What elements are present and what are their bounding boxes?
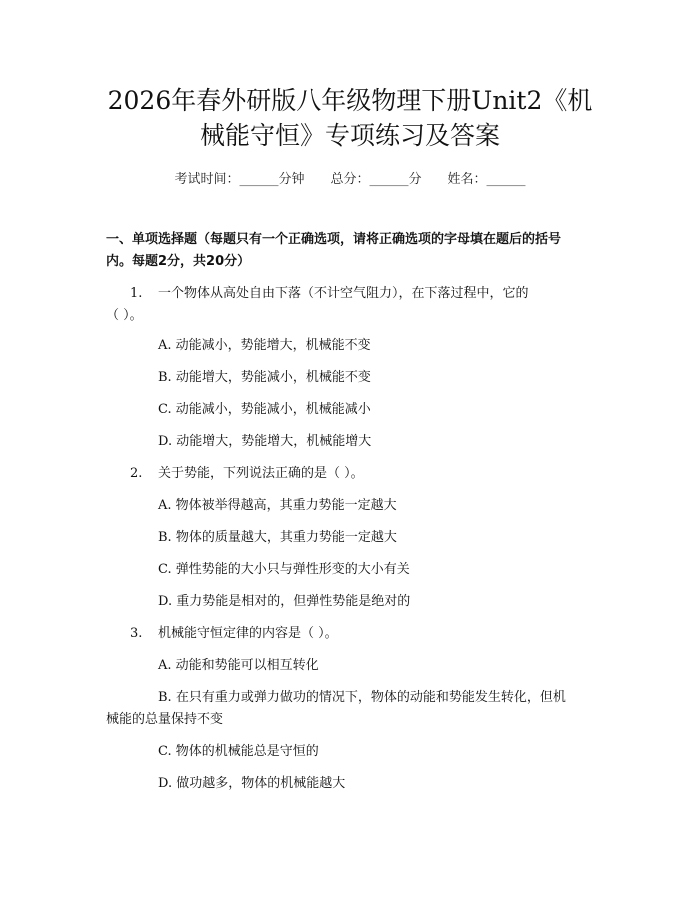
- question-number: 2.: [130, 466, 143, 481]
- question-text: 机械能守恒定律的内容是（ ）。: [158, 626, 338, 641]
- question-2-option-d: D. 重力势能是相对的，但弹性势能是绝对的: [158, 594, 411, 609]
- question-1-option-c: C. 动能减小，势能减小，机械能减小: [158, 402, 371, 417]
- question-number: 1.: [130, 286, 143, 301]
- question-1-option-b: B. 动能增大，势能减小，机械能不变: [158, 370, 371, 385]
- section-heading-line-2: 内。每题2分，共20分）: [106, 254, 251, 269]
- question-2-option-a: A. 物体被举得越高，其重力势能一定越大: [158, 498, 397, 513]
- question-1-continuation: （ ）。: [106, 308, 143, 323]
- question-1-option-d: D. 动能增大，势能增大，机械能增大: [158, 434, 372, 449]
- question-3-option-d: D. 做功越多，物体的机械能越大: [158, 776, 346, 791]
- question-2: [130, 462, 364, 481]
- total-score-label: 总分：______分: [330, 172, 422, 187]
- question-2-option-b: B. 物体的质量越大，其重力势能一定越大: [158, 530, 397, 545]
- question-text: 关于势能，下列说法正确的是（ ）。: [158, 466, 364, 481]
- exam-meta: [0, 168, 700, 187]
- document-title-line-2: 械能守恒》专项练习及答案: [199, 121, 500, 150]
- question-3-option-b-continuation: 械能的总量保持不变: [106, 712, 224, 727]
- question-2-option-c: C. 弹性势能的大小只与弹性形变的大小有关: [158, 562, 410, 577]
- question-3-option-a: A. 动能和势能可以相互转化: [158, 658, 319, 673]
- student-name-label: 姓名：______: [447, 172, 526, 187]
- question-1: [130, 282, 529, 301]
- question-3-option-c: C. 物体的机械能总是守恒的: [158, 744, 319, 759]
- question-number: 3.: [130, 626, 143, 641]
- question-1-option-a: A. 动能减小，势能增大，机械能不变: [158, 338, 371, 353]
- section-heading-line-1: 一、单项选择题（每题只有一个正确选项，请将正确选项的字母填在题后的括号: [106, 232, 562, 247]
- document-title-line-1: 2026年春外研版八年级物理下册Unit2《机: [107, 86, 593, 115]
- question-text: 一个物体从高处自由下落（不计空气阻力），在下落过程中，它的: [158, 286, 529, 301]
- exam-time-label: 考试时间：______分钟: [174, 172, 305, 187]
- question-3: [130, 622, 338, 641]
- question-3-option-b: B. 在只有重力或弹力做功的情况下，物体的动能和势能发生转化，但机: [158, 690, 566, 705]
